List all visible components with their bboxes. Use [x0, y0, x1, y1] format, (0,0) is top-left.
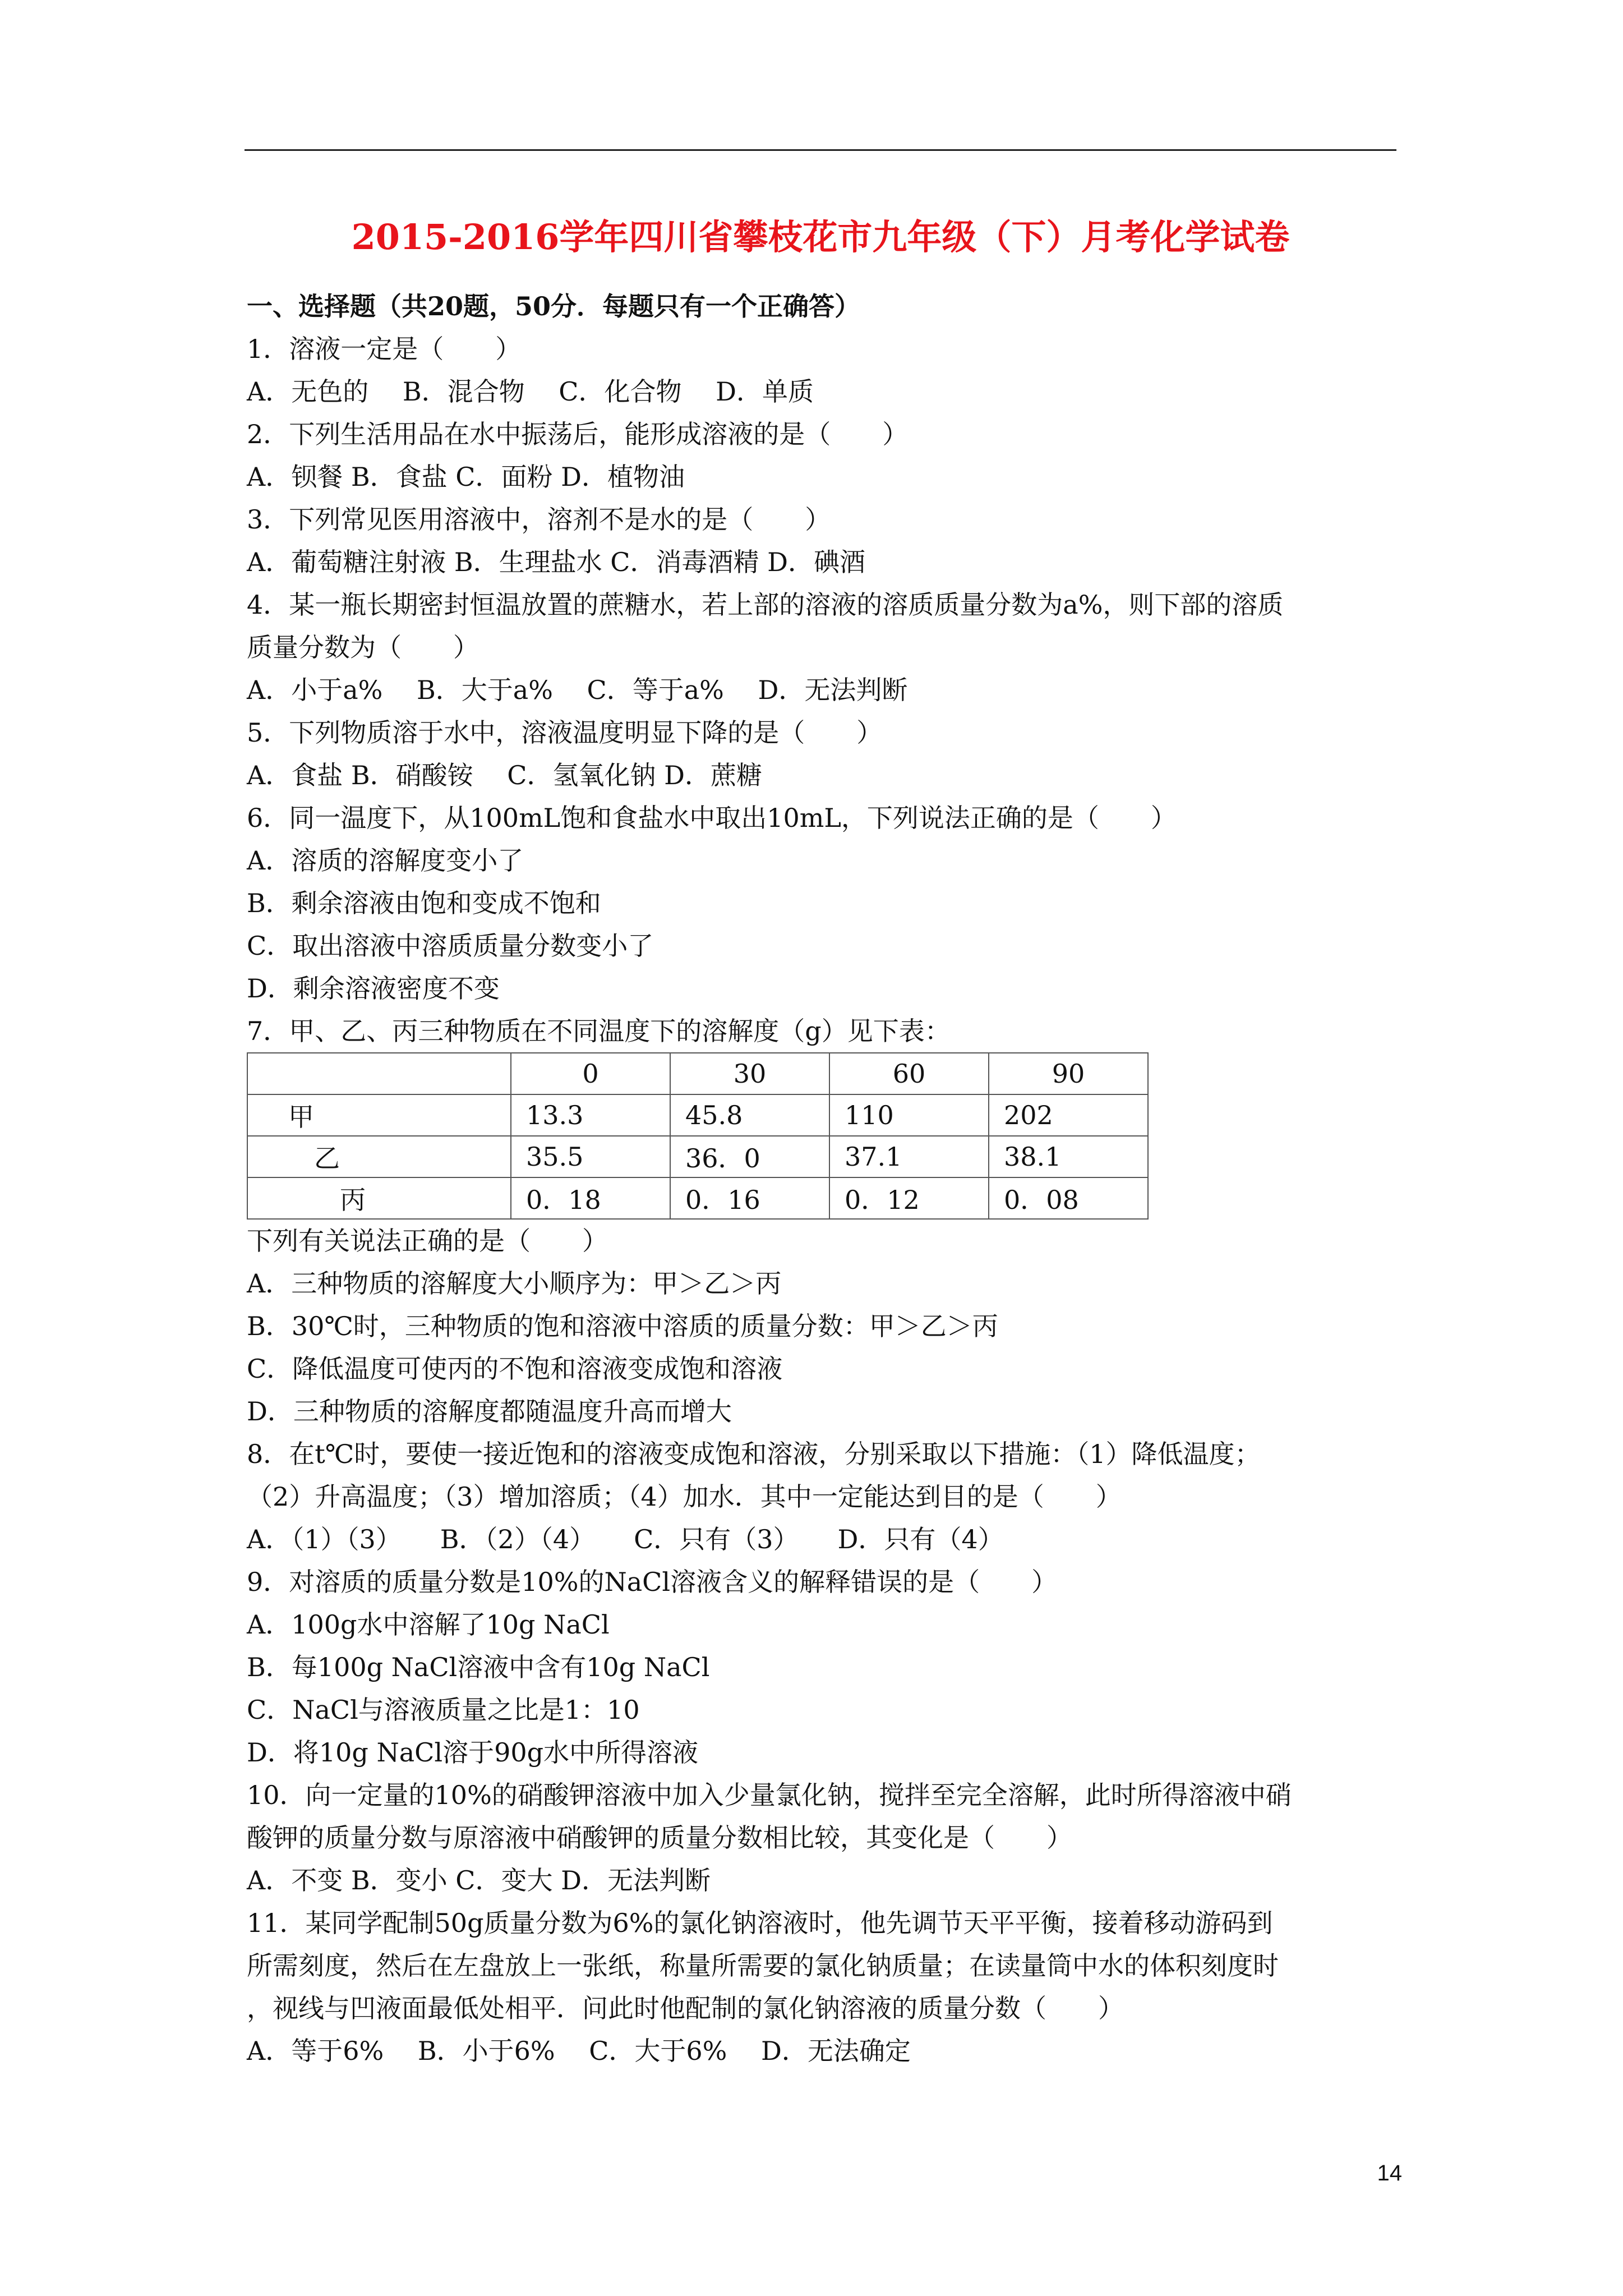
table-cell: 0．18 [511, 1177, 670, 1219]
table-header-cell: 90 [989, 1053, 1148, 1094]
table-row [247, 1177, 1148, 1219]
table-cell: 0．08 [989, 1177, 1148, 1219]
table-cell: 202 [989, 1094, 1148, 1136]
question-6-option-a: A．溶质的溶解度变小了 [247, 845, 524, 876]
question-3-options: A．葡萄糖注射液 B．生理盐水 C．消毒酒精 D．碘酒 [247, 547, 865, 577]
page-number: 14 [1377, 2161, 1402, 2185]
question-7-option-d: D．三种物质的溶解度都随温度升高而增大 [247, 1396, 732, 1427]
question-2-options: A．钡餐 B．食盐 C．面粉 D．植物油 [247, 462, 685, 492]
question-3: 3．下列常见医用溶液中，溶剂不是水的是（ ） [247, 504, 831, 535]
question-10-options: A．不变 B．变小 C．变大 D．无法判断 [247, 1865, 711, 1895]
table-row [247, 1094, 1148, 1136]
table-cell: 38.1 [989, 1136, 1148, 1177]
table-cell: 35.5 [511, 1136, 670, 1177]
question-6-option-c: C．取出溶液中溶质质量分数变小了 [247, 931, 654, 961]
question-9-option-d: D．将10g NaCl溶于90g水中所得溶液 [247, 1737, 699, 1768]
question-8-line-2: （2）升高温度；（3）增加溶质；（4）加水．其中一定能达到目的是（ ） [247, 1481, 1122, 1512]
question-8-options: A．（1）（3） B．（2）（4） C．只有（3） D．只有（4） [247, 1524, 1004, 1554]
question-9-option-a: A．100g水中溶解了10g NaCl [247, 1609, 610, 1640]
table-cell: 0．16 [670, 1177, 829, 1219]
question-9: 9．对溶质的质量分数是10%的NaCl溶液含义的解释错误的是（ ） [247, 1567, 1058, 1597]
question-10-line-1: 10．向一定量的10%的硝酸钾溶液中加入少量氯化钠，搅拌至完全溶解，此时所得溶液中硝 [247, 1780, 1292, 1810]
question-4-line-1: 4．某一瓶长期密封恒温放置的蔗糖水，若上部的溶液的溶质质量分数为a%，则下部的溶质 [247, 590, 1284, 620]
question-7: 7．甲、乙、丙三种物质在不同温度下的溶解度（g）见下表： [247, 1016, 951, 1046]
table-cell: 13.3 [511, 1094, 670, 1136]
question-6-option-d: D．剩余溶液密度不变 [247, 973, 500, 1004]
question-11-line-2: 所需刻度，然后在左盘放上一张纸，称量所需要的氯化钠质量；在读量筒中水的体积刻度时 [247, 1950, 1279, 1981]
table-header-cell: 30 [670, 1053, 829, 1094]
table-header-row [247, 1053, 1148, 1094]
question-6-option-b: B．剩余溶液由饱和变成不饱和 [247, 888, 601, 918]
question-1: 1．溶液一定是（ ） [247, 334, 522, 364]
section-heading: 一、选择题（共20题，50分．每题只有一个正确答） [247, 291, 861, 321]
table-header-cell: 0 [511, 1053, 670, 1094]
table-cell: 45.8 [670, 1094, 829, 1136]
question-9-option-b: B．每100g NaCl溶液中含有10g NaCl [247, 1652, 710, 1682]
exam-content [247, 285, 1396, 2072]
question-7-option-a: A．三种物质的溶解度大小顺序为：甲＞乙＞丙 [247, 1268, 782, 1299]
question-11-line-1: 11．某同学配制50g质量分数为6%的氯化钠溶液时，他先调节天平平衡，接着移动游码到 [247, 1908, 1273, 1938]
table-cell: 37.1 [829, 1136, 989, 1177]
question-6: 6．同一温度下，从100mL饱和食盐水中取出10mL，下列说法正确的是（ ） [247, 803, 1177, 833]
question-10-line-2: 酸钾的质量分数与原溶液中硝酸钾的质量分数相比较，其变化是（ ） [247, 1823, 1072, 1853]
table-cell: 甲 [247, 1094, 511, 1136]
question-11-line-3: ，视线与凹液面最低处相平．问此时他配制的氯化钠溶液的质量分数（ ） [247, 1993, 1124, 2023]
question-11-options: A．等于6% B．小于6% C．大于6% D．无法确定 [247, 2036, 911, 2066]
question-7-option-b: B．30℃时，三种物质的饱和溶液中溶质的质量分数：甲＞乙＞丙 [247, 1311, 998, 1341]
question-7-option-c: C．降低温度可使丙的不饱和溶液变成饱和溶液 [247, 1354, 783, 1384]
exam-title: 2015-2016学年四川省攀枝花市九年级（下）月考化学试卷 [351, 217, 1290, 257]
question-1-options: A．无色的 B．混合物 C．化合物 D．单质 [247, 376, 814, 407]
solubility-table [247, 1052, 1149, 1220]
question-5: 5．下列物质溶于水中，溶液温度明显下降的是（ ） [247, 717, 883, 748]
table-row [247, 1136, 1148, 1177]
table-header-cell [247, 1053, 511, 1094]
question-7-prompt: 下列有关说法正确的是（ ） [247, 1226, 608, 1256]
table-header-cell: 60 [829, 1053, 989, 1094]
table-cell: 0．12 [829, 1177, 989, 1219]
table-cell: 110 [829, 1094, 989, 1136]
header-rule [245, 149, 1396, 151]
question-4-options: A．小于a% B．大于a% C．等于a% D．无法判断 [247, 675, 908, 705]
table-cell: 乙 [247, 1136, 511, 1177]
question-2: 2．下列生活用品在水中振荡后，能形成溶液的是（ ） [247, 419, 909, 449]
table-cell: 36．0 [670, 1136, 829, 1177]
question-4-line-2: 质量分数为（ ） [247, 632, 479, 662]
question-5-options: A．食盐 B．硝酸铵 C．氢氧化钠 D．蔗糖 [247, 760, 762, 790]
table-cell: 丙 [247, 1177, 511, 1219]
question-9-option-c: C．NaCl与溶液质量之比是1：10 [247, 1695, 640, 1725]
question-8-line-1: 8．在t℃时，要使一接近饱和的溶液变成饱和溶液，分别采取以下措施：（1）降低温度； [247, 1439, 1261, 1469]
